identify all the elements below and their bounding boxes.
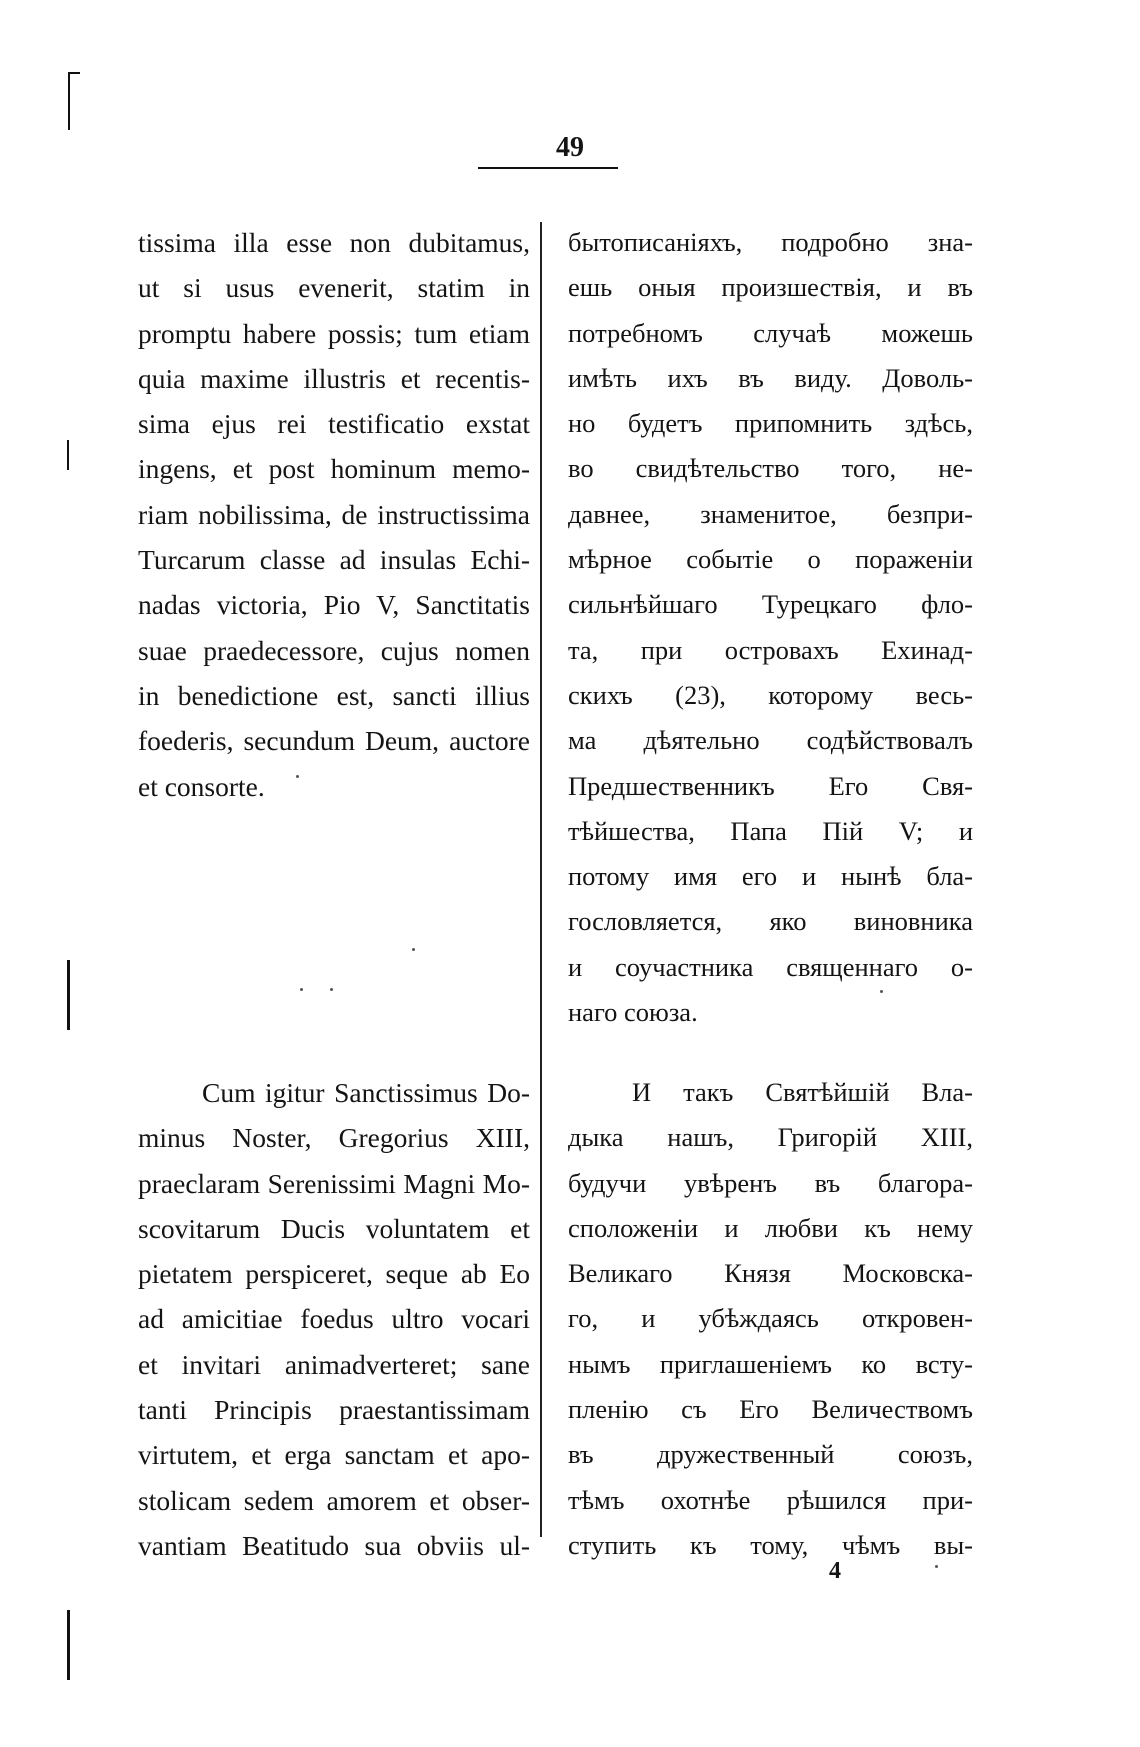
text-line: foederis, secundum Deum, auctore (138, 725, 530, 757)
text-line: ма дѣятельно содѣйствовалъ (568, 725, 973, 756)
text-line: ad amicitiae foedus ultro vocari (138, 1303, 530, 1335)
text-line: наго союза. (568, 997, 698, 1028)
russian-column-bottom (568, 1070, 973, 1568)
text-line: и соучастника священнаго о- (568, 951, 973, 982)
scan-speck (412, 948, 415, 951)
scan-speck (300, 988, 303, 991)
scan-edge-mark (67, 1610, 70, 1680)
text-line: ешь оныя произшествія, и въ (568, 272, 973, 303)
text-line: скихъ (23), которому весь- (568, 679, 973, 710)
scan-speck (330, 988, 333, 991)
text-line: сильнѣйшаго Турецкаго фло- (568, 589, 973, 620)
text-line: имѣть ихъ въ виду. Доволь- (568, 362, 973, 393)
text-line: въ дружественный союзъ, (568, 1439, 973, 1470)
text-line: et consorte. (138, 770, 265, 802)
text-line: пленію съ Его Величествомъ (568, 1394, 973, 1425)
text-line: quia maxime illustris et recentis- (138, 362, 530, 394)
page-number: 49 (556, 132, 584, 163)
text-line: тѣмъ охотнѣе рѣшился при- (568, 1484, 973, 1515)
scan-edge-mark (67, 440, 69, 470)
text-line: sima ejus rei testificatio exstat (138, 408, 530, 440)
text-line: мѣрное событіе о пораженіи (568, 544, 973, 575)
text-line: praeclaram Serenissimi Magni Mo- (138, 1167, 530, 1199)
text-line: ступить къ тому, чѣмъ вы- (568, 1529, 973, 1560)
text-line: nadas victoria, Pio V, Sanctitatis (138, 589, 530, 621)
text-line: riam nobilissima, de instructissima (138, 498, 530, 530)
scan-speck (296, 775, 299, 778)
russian-column-top (568, 220, 973, 1035)
text-line: scovitarum Ducis voluntatem et (138, 1212, 530, 1244)
text-line: vantiam Beatitudo sua obviis ul- (138, 1529, 530, 1561)
latin-column-top (138, 220, 530, 809)
text-line: И такъ Святѣйшій Вла- (632, 1077, 973, 1107)
text-line: minus Noster, Gregorius XIII, (138, 1122, 530, 1154)
signature-mark: 4 (829, 1558, 841, 1584)
text-line: во свидѣтельство того, не- (568, 453, 973, 484)
text-line: но будетъ припомнить здѣсь, (568, 408, 973, 439)
text-line: гословляется, яко виновника (568, 906, 973, 937)
text-line: будучи увѣренъ въ благора- (568, 1167, 973, 1198)
text-line: suae praedecessore, cujus nomen (138, 634, 530, 666)
scan-speck (880, 990, 883, 993)
text-line: Предшественникъ Его Свя- (568, 770, 973, 801)
text-line: ingens, et post hominum memo- (138, 453, 530, 485)
text-line: et invitari animadverteret; sane (138, 1348, 530, 1380)
header-rule (478, 167, 618, 169)
text-line: давнее, знаменитое, безпри- (568, 498, 973, 529)
text-line: потому имя его и нынѣ бла- (568, 861, 973, 892)
text-line: го, и убѣждаясь откровен- (568, 1303, 973, 1334)
text-line: pietatem perspiceret, seque ab Eo (138, 1258, 530, 1290)
latin-column-bottom (138, 1070, 530, 1568)
text-line: promptu habere possis; tum etiam (138, 317, 530, 349)
text-line: Turcarum classe ad insulas Echi- (138, 544, 530, 576)
column-divider (540, 222, 542, 1537)
text-line: in benedictione est, sancti illius (138, 679, 530, 711)
text-line: Cum igitur Sanctissimus Do- (202, 1077, 530, 1108)
text-line: бытописаніяхъ, подробно зна- (568, 227, 973, 257)
text-line: stolicam sedem amorem et obser- (138, 1484, 530, 1516)
scan-speck (935, 1565, 938, 1568)
text-line: потребномъ случаѣ можешь (568, 317, 973, 348)
scan-corner-mark (68, 72, 70, 130)
text-line: тѣйшества, Папа Пій V; и (568, 815, 973, 846)
text-line: дыка нашъ, Григорій XIII, (568, 1122, 973, 1153)
text-line: ut si usus evenerit, statim in (138, 272, 530, 304)
text-line: virtutem, et erga sanctam et apo- (138, 1439, 530, 1471)
text-line: Великаго Князя Московска- (568, 1258, 973, 1289)
text-line: нымъ приглашеніемъ ко всту- (568, 1348, 973, 1379)
text-line: tanti Principis praestantissimam (138, 1394, 530, 1426)
text-line: сположеніи и любви къ нему (568, 1212, 973, 1243)
text-line: tissima illa esse non dubitamus, (138, 227, 530, 258)
text-line: та, при островахъ Ехинад- (568, 634, 973, 665)
scan-edge-mark (67, 960, 70, 1030)
